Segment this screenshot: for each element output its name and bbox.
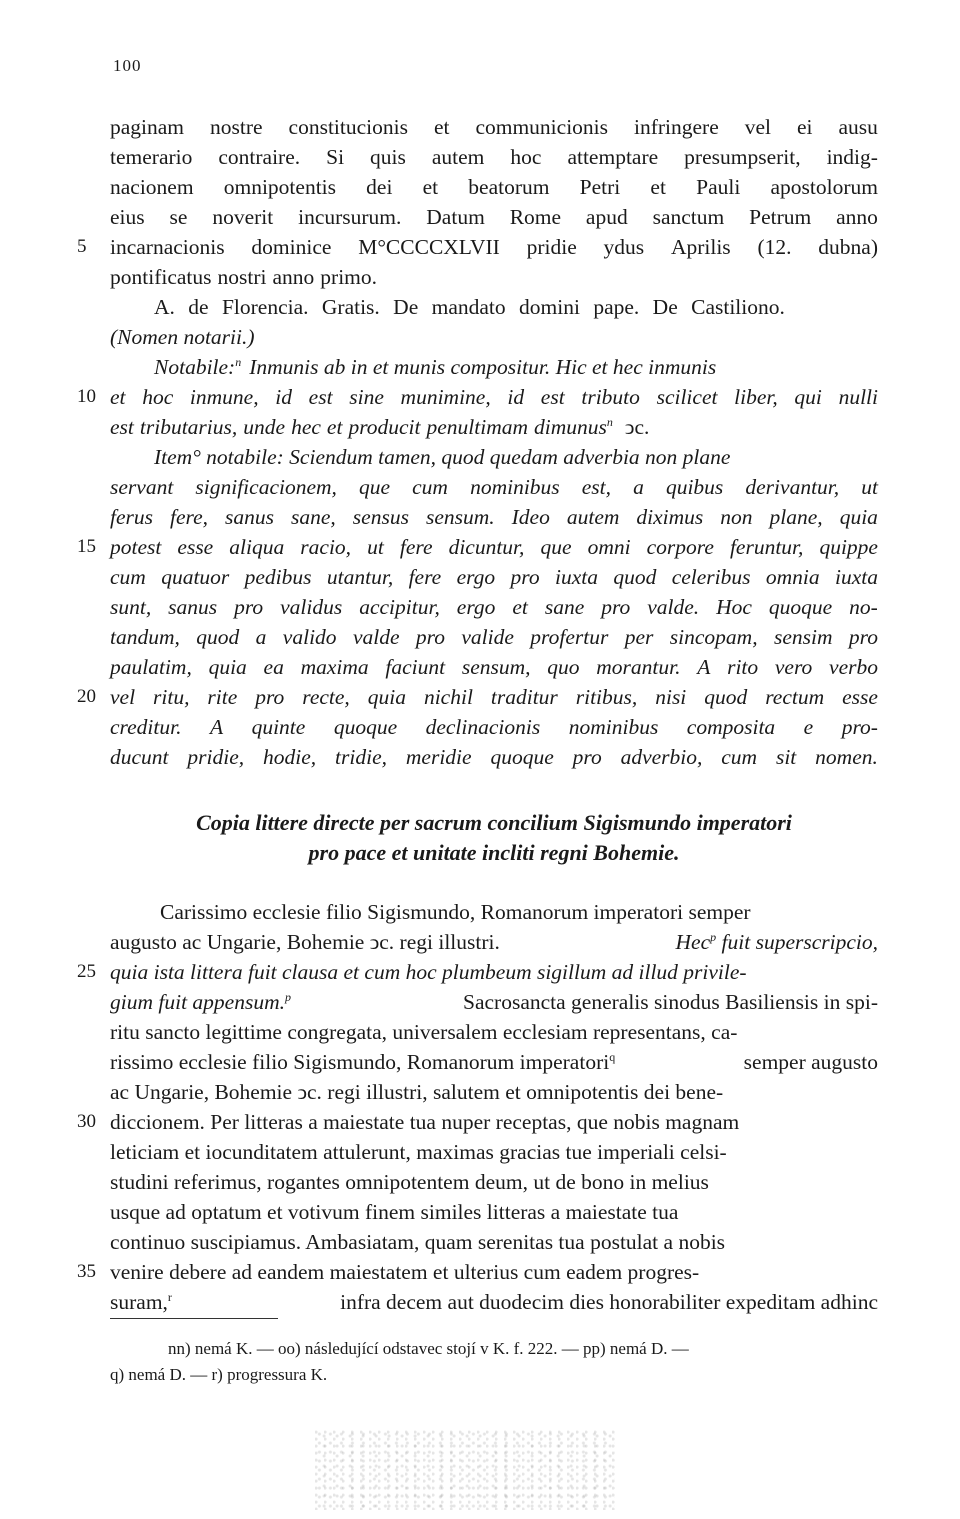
- notabile-rest: Inmunis ab in et munis compositur. Hic et hec inmunis: [249, 355, 717, 379]
- text-line: 20 vel ritu, rite pro recte, quia nichil traditur ritibus, nisi quod rectum esse: [110, 682, 878, 712]
- notabile-first-line: [110, 352, 878, 382]
- letter-line: augusto ac Ungarie, Bohemie ↄc. regi illustri. Hec$^p$ fuit superscripcio,: [110, 930, 878, 954]
- nomen-text: (Nomen notarii.): [110, 325, 255, 349]
- letter-line: suram,$^r$ infra decem aut duodecim dies honorabiliter expeditam adhinc: [110, 1290, 878, 1314]
- text-line: temerario contraire. Si quis autem hoc attemptare presumpserit, indig-: [110, 145, 878, 169]
- heading-line-2: pro pace et unitate incliti regni Bohemie.: [308, 840, 680, 865]
- text-line: cum quatuor pedibus utantur, fere ergo pro iuxta quod celeribus omnia iuxta: [110, 565, 878, 589]
- line-number: 15: [77, 536, 96, 557]
- line-number: 5: [77, 236, 87, 257]
- letter-line: gium fuit appensum.$^p$ Sacrosancta generalis sinodus Basiliensis in spi-: [110, 990, 878, 1014]
- signature-text: A. de Florencia. Gratis. De mandato domini pape. De Castiliono.: [154, 295, 785, 319]
- notabile2-first-line: [110, 442, 878, 472]
- letter-line: 25 quia ista littera fuit clausa et cum hoc plumbeum sigillum ad illud privile-: [77, 960, 747, 984]
- letter-line: leticiam et iocunditatem attulerunt, maximas gracias tue imperiali celsi-: [110, 1140, 727, 1164]
- letter-line: usque ad optatum et votivum finem similes litteras a maiestate tua: [110, 1200, 679, 1224]
- text-line: creditur. A quinte quoque declinacionis nominibus composita e pro-: [110, 715, 878, 739]
- text-line: paulatim, quia ea maxima faciunt sensum, quo morantur. A rito vero verbo: [110, 655, 878, 679]
- text-line: ferus fere, sanus sane, sensus sensum. Ideo autem diximus non plane, quia: [110, 505, 878, 529]
- closing-paragraph: [77, 112, 878, 292]
- letter-line: 35 venire debere ad eandem maiestatem et ulterius cum eadem progres-: [77, 1260, 700, 1284]
- footnote-line: q) nemá D. — r) progressura K.: [110, 1365, 328, 1384]
- line-number: 20: [77, 686, 96, 707]
- text-line: est tributarius, unde hec et producit penultimam dimunus$^n$ ↄc.: [110, 415, 650, 439]
- letter-line: rissimo ecclesie filio Sigismundo, Romanorum imperatori$^q$ semper augusto: [110, 1050, 878, 1074]
- letter-line: Carissimo ecclesie filio Sigismundo, Romanorum imperatori semper: [160, 900, 751, 924]
- page-number: 100: [113, 56, 142, 75]
- letter-line: continuo suscipiamus. Ambasiatam, quam serenitas tua postulat a nobis: [110, 1230, 726, 1254]
- footnote-line: nn) nemá K. — oo) následující odstavec stojí v K. f. 222. — pp) nemá D. —: [168, 1339, 689, 1358]
- text-line: nacionem omnipotentis dei et beatorum Petri et Pauli apostolorum: [110, 175, 878, 199]
- notabile-section: [77, 292, 878, 772]
- letter-line: studini referimus, rogantes omnipotentem deum, ut de bono in melius: [110, 1170, 709, 1194]
- line-number: 10: [77, 386, 96, 407]
- letter-body: [77, 897, 878, 1317]
- text-line: eius se noverit incursurum. Datum Rome apud sanctum Petrum anno: [110, 205, 878, 229]
- letter-heading: [110, 808, 878, 868]
- text-line: pontificatus nostri anno primo.: [110, 265, 378, 289]
- footnotes: [110, 1336, 878, 1388]
- text-line: 5 incarnacionis dominice M°CCCCXLVII pridie ydus Aprilis (12. dubna): [110, 232, 878, 262]
- signature-line: [110, 292, 878, 322]
- text-line: ducunt pridie, hodie, tridie, meridie quoque pro adverbio, cum sit nomen.: [110, 745, 878, 769]
- letter-line: 30 diccionem. Per litteras a maiestate tua nuper receptas, que nobis magnam: [77, 1110, 740, 1134]
- footnote-rule: [110, 1318, 278, 1319]
- nomen-line: [110, 322, 878, 352]
- letter-line: ac Ungarie, Bohemie ↄc. regi illustri, salutem et omnipotentis dei bene-: [110, 1080, 724, 1104]
- notabile2-text: Item° notabile: Sciendum tamen, quod quedam adverbia non plane: [154, 445, 731, 469]
- text-line: tandum, quod a valido valde pro valide profertur per sincopam, sensim pro: [110, 625, 878, 649]
- heading-line-1: Copia littere directe per sacrum concilium Sigismundo imperatori: [196, 810, 792, 835]
- notabile-label: Notabile:$^n$: [154, 355, 242, 379]
- text-line: 10 et hoc inmune, id est sine munimine, id est tributo scilicet liber, qui nulli: [110, 382, 878, 412]
- text-line: paginam nostre constitucionis et communicionis infringere vel ei ausu: [110, 115, 878, 139]
- library-stamp-smudge: [315, 1430, 615, 1510]
- text-line: servant significacionem, que cum nominibus est, a quibus derivantur, ut: [110, 475, 878, 499]
- letter-line: ritu sancto legittime congregata, universalem ecclesiam representans, ca-: [110, 1020, 738, 1044]
- text-line: sunt, sanus pro validus accipitur, ergo et sane pro valde. Hoc quoque no-: [110, 595, 878, 619]
- text-line: 15 potest esse aliqua racio, ut fere dicuntur, que omni corpore feruntur, quippe: [110, 532, 878, 562]
